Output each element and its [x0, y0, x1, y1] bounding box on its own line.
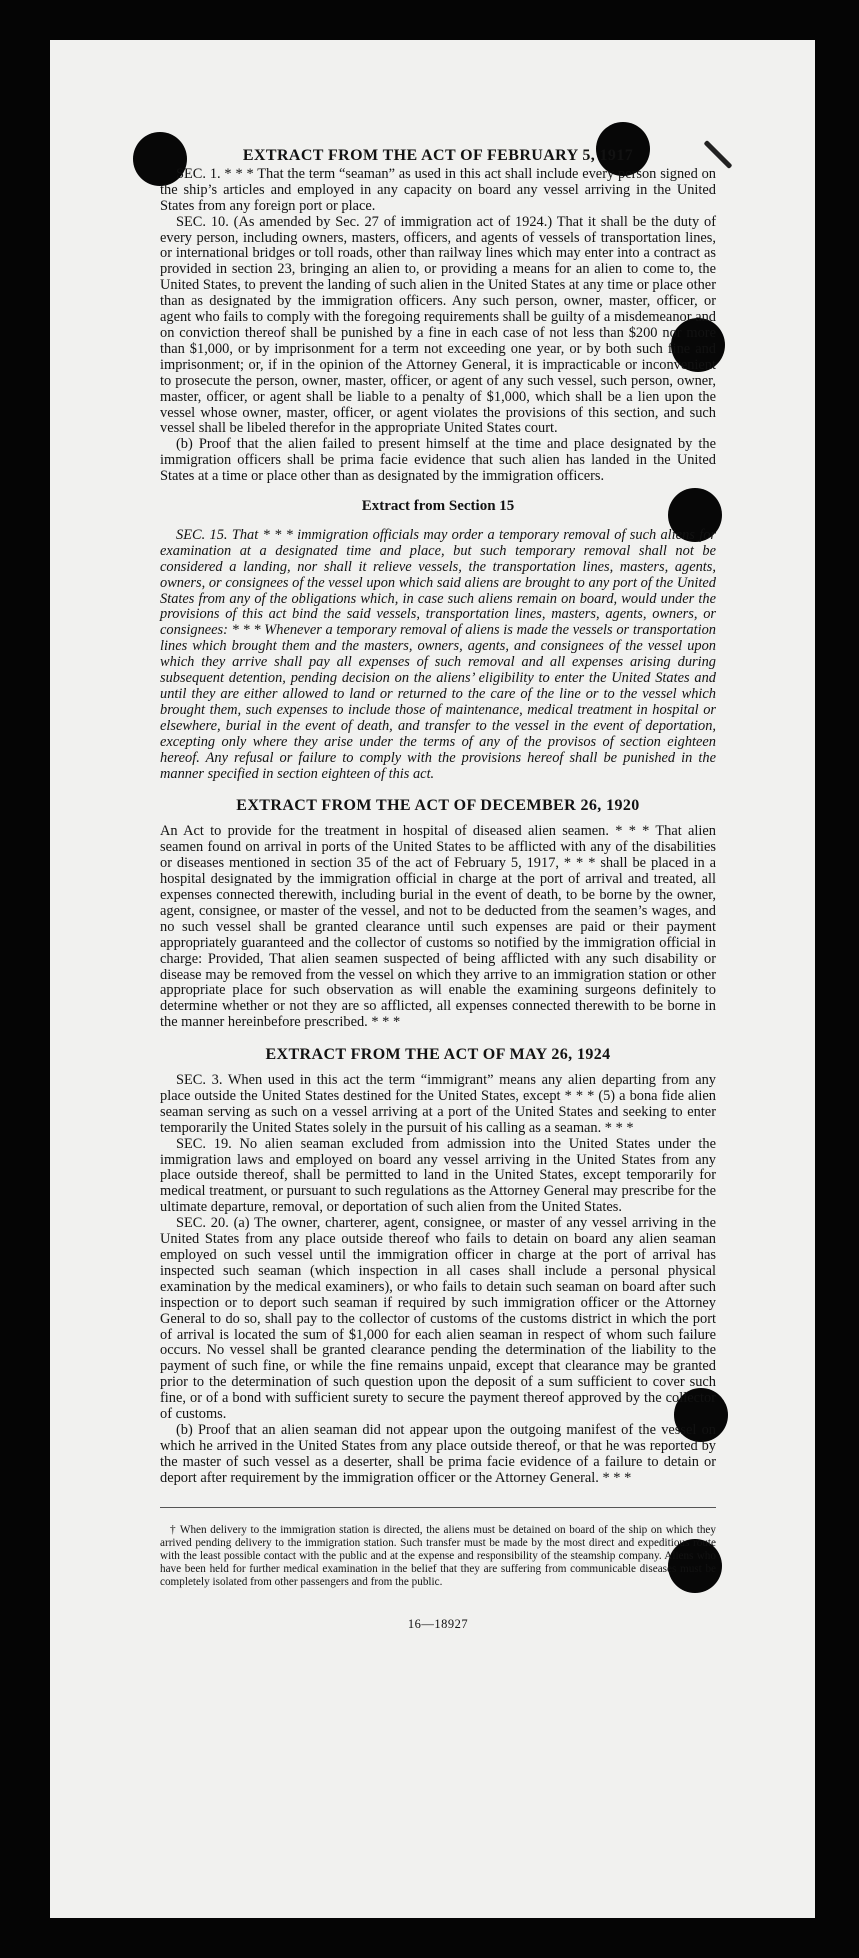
- paragraph-act-1920: An Act to provide for the treatment in hospital of diseased alien seamen. * * * That alien seamen found on arrival in ports of the United States to be afflicted with any of the disabilities or diseases mentioned in section 35 of the act of February 5, 1917, * * * shall be placed in a hospital designated by the immigration official in charge at the port of arrival and treated, all expenses connected therewith, including burial in the event of death, to be borne by the owner, agent, consignee, or master of the vessel, and not to be deducted from the seamen’s wages, and no such vessel shall be granted clearance until such expenses are paid or their payment appropriately guaranteed and the collector of customs so notified by the immigration official in charge: Provided, That alien seamen suspected of being afflicted with any such disability or disease may be removed from the vessel on which they arrive to an immigration station or other appropriate place for such observation as will enable the examining surgeons definitely to determine whether or not they are so afflicted, all expenses connected therewith to be borne in the manner hereinbefore prescribed. * * *: [160, 823, 716, 1031]
- paragraph-sec-3: SEC. 3. When used in this act the term “immigrant” means any alien departing from any place outside the United States destined for the United States, except * * * (5) a bona fide alien seaman serving as such on a vessel arriving at a port of the United States and seeking to enter temporarily the United States solely in the pursuit of his calling as a seaman. * * *: [160, 1072, 716, 1136]
- paragraph-sec-19: SEC. 19. No alien seaman excluded from admission into the United States under the immigration laws and employed on board any vessel arriving in the United States from any place outside thereof, shall be permitted to land in the United States, except temporarily for medical treatment, or pursuant to such regulations as the Attorney General may prescribe for the ultimate departure, removal, or deportation of such alien from the United States.: [160, 1135, 716, 1216]
- section-heading-act-1917: EXTRACT FROM THE ACT OF FEBRUARY 5, 1917: [242, 147, 634, 164]
- document-text: [160, 148, 716, 1633]
- paragraph-sec-10: SEC. 10. (As amended by Sec. 27 of immigration act of 1924.) That it shall be the duty of every person, including owners, masters, officers, and agents of vessels of transportation lines, or international bridges or toll roads, other than railway lines which may enter into a contract as provided in section 23, bringing an alien to, or providing a means for an alien to come to, the United States, to prevent the landing of such alien in the United States at any time or place other than as designated by the immigration officers. Any such person, owner, master, officer, or agent who fails to comply with the foregoing requirements shall be guilty of a misdemeanor and on conviction thereof shall be punished by a fine in each case of not less than $200 nor more than $1,000, or by imprisonment for a term not exceeding one year, or by both such fine and imprisonment; or, if in the opinion of the Attorney General, it is impracticable or inconvenient to prosecute the person, owner, master, officer, or agent of any such vessel, such person, owner, master, officer, or agent shall be liable to a penalty of $1,000, which shall be a lien upon the vessel whose owner, master, officer, or agent violates the provisions of this section, and such vessel shall be libeled therefor in the appropriate United States court.: [160, 213, 716, 437]
- page-number: 16—18927: [407, 1616, 469, 1631]
- section-heading-act-1924: EXTRACT FROM THE ACT OF MAY 26, 1924: [265, 1046, 611, 1064]
- section-heading-act-1920: EXTRACT FROM THE ACT OF DECEMBER 26, 1920: [236, 797, 640, 815]
- section-heading-section-15: Extract from Section 15: [361, 498, 515, 515]
- paragraph-sec-20-a: SEC. 20. (a) The owner, charterer, agent, consignee, or master of any vessel arriving in the United States from any place outside thereof who fails to detain on board any alien seaman employed on such vessel until the immigration officer in charge at the port of arrival has inspected such seaman (which inspection in all cases shall include a personal physical examination by the medical examiners), or who fails to detain such seaman on board after such inspection or to deport such seaman if required by such immigration officer or the Attorney General to do so, shall pay to the collector of customs of the customs district in which the port of arrival is located the sum of $1,000 for each alien seaman in respect of whom such failure occurs. No vessel shall be granted clearance pending the determination of the liability to the payment of such fine, or while the fine remains unpaid, except that clearance may be granted prior to the determination of such question upon the deposit of a sum sufficient to cover such fine, or of a bond with sufficient surety to secure the payment thereof approved by the collector of customs.: [160, 1215, 716, 1423]
- paragraph-sec-10-b: (b) Proof that the alien failed to present himself at the time and place designated by the immigration officers shall be prima facie evidence that such alien has landed in the United States at a time or place other than as designated by the immigration officers.: [160, 436, 716, 485]
- paragraph-sec-15: SEC. 15. That * * * immigration officials may order a temporary removal of such aliens for examination at a designated time and place, but such temporary removal shall not be considered a landing, nor shall it relieve vessels, the transportation lines, masters, agents, owners, or consignees of the vessel upon which said aliens are brought to any port of the United States from any of the obligations which, in case such aliens remain on board, would under the provisions of this act bind the said vessels, transportation lines, masters, agents, owners, or consignees: * * * Whenever a temporary removal of aliens is made the vessels or transportation lines which brought them and the masters, owners, agents, and consignees of the vessel upon which they arrive shall pay all expenses of such removal and all expenses arising during subsequent detention, pending decision on the aliens’ eligibility to enter the United States and until they are either allowed to land or returned to the care of the line or to the vessel which brought them, such expenses to include those of maintenance, medical treatment in hospital or elsewhere, burial in the event of death, and transfer to the vessel in the event of deportation, excepting only where they arise under the terms of any of the provisos of section eighteen hereof. Any refusal or failure to comply with the provisions hereof shall be punished in the manner specified in section eighteen of this act.: [160, 526, 716, 782]
- footnote-divider: [160, 1507, 716, 1508]
- footnote: † When delivery to the immigration station is directed, the aliens must be detained on board of the ship on which they arrived pending delivery to the immigration station. Such transfer must be made by the most direct and expeditious route with the least possible contact with the public and at the expense and responsibility of the steamship company. Aliens who have been held for further medical examination in the belief that they are suffering from communicable diseases must be completely isolated from other passengers and from the public.: [160, 1523, 716, 1588]
- paragraph-sec-1: SEC. 1. * * * That the term “seaman” as used in this act shall include every person signed on the ship’s articles and employed in any capacity on board any vessel arriving in the United States from any foreign port or place.: [160, 165, 716, 214]
- document-page: [50, 40, 815, 1918]
- paragraph-sec-20-b: (b) Proof that an alien seaman did not appear upon the outgoing manifest of the vessel on which he arrived in the United States from any place outside thereof, or that he was reported by the master of such vessel as a deserter, shall be prima facie evidence of a failure to detain or deport after requirement by the immigration officer or the Attorney General. * * *: [160, 1421, 716, 1486]
